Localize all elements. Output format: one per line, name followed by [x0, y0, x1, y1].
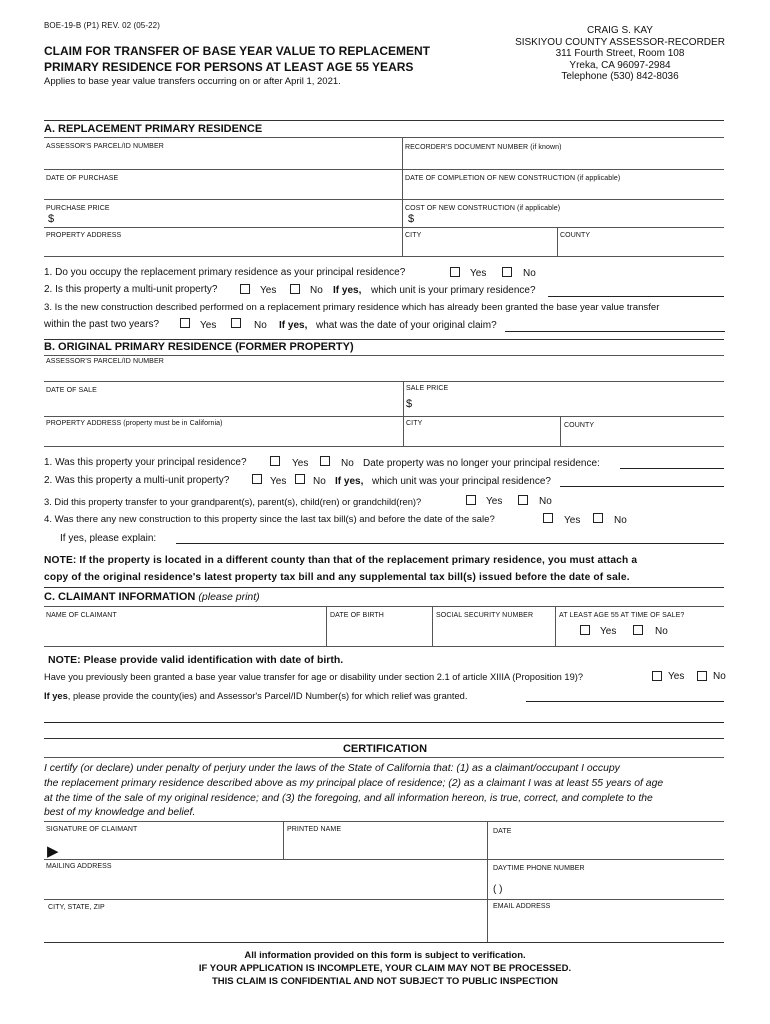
section-c-heading-wrap: [44, 591, 260, 603]
field-label: RECORDER'S DOCUMENT NUMBER (if known): [405, 144, 562, 151]
answer-line: [44, 722, 724, 723]
city-state-zip-input[interactable]: [48, 920, 482, 933]
email-input[interactable]: [493, 920, 721, 933]
question-a2: 2. Is this property a multi-unit property?: [44, 284, 218, 295]
a1-yes-checkbox[interactable]: [450, 267, 460, 277]
ssn-input[interactable]: [436, 626, 551, 639]
completion-date-input[interactable]: [405, 185, 720, 198]
assessor-address2: Yreka, CA 96097-2984: [569, 59, 671, 71]
no-label: No: [713, 671, 726, 682]
yes-label: Yes: [486, 496, 503, 507]
column-divider: [403, 381, 404, 446]
answer-line: [548, 296, 724, 297]
field-label: NAME OF CLAIMANT: [46, 612, 117, 619]
recorder-document-input[interactable]: [405, 154, 720, 167]
field-label: COST OF NEW CONSTRUCTION (if applicable): [405, 205, 561, 212]
certification-line2: the replacement primary residence described above as my principal place of residence; (2) as a claimant I was at least 55 years of age: [44, 778, 664, 789]
dollar-sign: $: [408, 213, 415, 225]
question-a2-followup: which unit is your primary residence?: [371, 285, 536, 296]
divider: [44, 738, 724, 739]
column-divider: [432, 606, 433, 646]
field-label: DATE OF PURCHASE: [46, 175, 119, 182]
field-label: PROPERTY ADDRESS (property must be in California): [46, 420, 223, 427]
a1-no-checkbox[interactable]: [502, 267, 512, 277]
no-label: No: [539, 496, 552, 507]
field-label: SIGNATURE OF CLAIMANT: [46, 826, 138, 833]
section-b-note-line2: copy of the original residence's latest property tax bill and any supplemental tax bill(s) issued before the date of sale.: [44, 572, 630, 583]
field-label: ASSESSOR'S PARCEL/ID NUMBER: [46, 143, 164, 150]
certification-heading: CERTIFICATION: [342, 743, 428, 755]
yes-label: Yes: [260, 285, 277, 296]
explain-label: If yes, please explain:: [60, 533, 157, 544]
no-label: No: [254, 320, 267, 331]
field-label: DAYTIME PHONE NUMBER: [493, 865, 585, 872]
certification-line4: best of my knowledge and belief.: [44, 807, 196, 818]
answer-line: [526, 701, 724, 702]
age55-no-checkbox[interactable]: [633, 625, 643, 635]
divider: [44, 606, 724, 607]
column-divider: [555, 606, 556, 646]
answer-line: [620, 468, 724, 469]
field-label: DATE: [493, 828, 512, 835]
field-label: DATE OF SALE: [46, 387, 97, 394]
divider: [44, 120, 724, 121]
a3-yes-checkbox[interactable]: [180, 318, 190, 328]
field-label: MAILING ADDRESS: [46, 863, 112, 870]
certification-line1: I certify (or declare) under penalty of perjury under the laws of the State of California that: (1) as a claimant/occupant I occupy: [44, 763, 620, 774]
section-c-heading: C. CLAIMANT INFORMATION: [44, 591, 196, 603]
original-address-input[interactable]: [46, 430, 396, 443]
field-label: PROPERTY ADDRESS: [46, 232, 122, 239]
divider: [44, 137, 724, 138]
dollar-sign: $: [406, 398, 413, 410]
purchase-price-input[interactable]: [58, 214, 388, 227]
sale-price-input[interactable]: [416, 399, 716, 412]
field-label: DATE OF COMPLETION OF NEW CONSTRUCTION (if applicable): [405, 175, 621, 182]
b4-explain-input[interactable]: [178, 529, 722, 542]
question-b4: 4. Was there any new construction to this property since the last tax bill(s) and before the date of the sale?: [44, 514, 495, 525]
no-label: No: [310, 285, 323, 296]
sign-here-arrow-icon: ▶: [47, 843, 59, 860]
yes-label: Yes: [600, 626, 617, 637]
column-divider: [560, 416, 561, 446]
previous-followup-wrap: [44, 691, 467, 701]
field-label: SALE PRICE: [406, 385, 449, 392]
if-yes-label: If yes,: [335, 476, 364, 487]
phone-area-code: ( ): [493, 884, 503, 895]
no-label: No: [313, 476, 326, 487]
footer-line2: IF YOUR APPLICATION IS INCOMPLETE, YOUR CLAIM MAY NOT BE PROCESSED.: [198, 963, 572, 974]
daytime-phone-input[interactable]: [545, 883, 721, 896]
section-a-heading: A. REPLACEMENT PRIMARY RESIDENCE: [44, 123, 263, 135]
dollar-sign: $: [48, 213, 55, 225]
purchase-date-input[interactable]: [46, 185, 396, 198]
replacement-parcel-input[interactable]: [46, 154, 396, 167]
b2-yes-checkbox[interactable]: [252, 474, 262, 484]
column-divider: [487, 821, 488, 942]
certification-line3: at the time of the sale of my original residence; and (3) the foregoing, and all information hereon, is true, correct, and complete to the: [44, 793, 653, 804]
b1-no-checkbox[interactable]: [320, 456, 330, 466]
form-id: BOE-19-B (P1) REV. 02 (05-22): [44, 21, 160, 30]
a3-no-checkbox[interactable]: [231, 318, 241, 328]
printed-name-input[interactable]: [287, 841, 483, 854]
previous-relief-input-2[interactable]: [46, 707, 722, 720]
answer-line: [176, 543, 724, 544]
divider: [44, 169, 724, 170]
divider: [44, 757, 724, 758]
date-of-birth-input[interactable]: [330, 626, 428, 639]
original-parcel-input[interactable]: [46, 367, 716, 380]
question-a1: 1. Do you occupy the replacement primary residence as your principal residence?: [44, 267, 406, 278]
b2-unit-input[interactable]: [562, 472, 722, 485]
question-b1-followup: Date property was no longer your principal residence:: [363, 458, 600, 469]
divider: [44, 199, 724, 200]
form-title-line1: CLAIM FOR TRANSFER OF BASE YEAR VALUE TO REPLACEMENT: [44, 44, 431, 58]
no-label: No: [655, 626, 668, 637]
previous-no-checkbox[interactable]: [697, 671, 707, 681]
original-county-input[interactable]: [564, 431, 720, 444]
replacement-county-input[interactable]: [560, 241, 720, 254]
original-city-input[interactable]: [406, 430, 556, 443]
form-subtitle: Applies to base year value transfers occurring on or after April 1, 2021.: [44, 76, 341, 87]
divider: [44, 446, 724, 447]
previous-relief-input[interactable]: [528, 687, 722, 700]
if-yes-label: If yes,: [279, 320, 308, 331]
a2-unit-input[interactable]: [550, 282, 722, 295]
field-label: CITY: [406, 420, 423, 427]
footer-line1: All information provided on this form is subject to verification.: [244, 950, 526, 961]
field-label: AT LEAST AGE 55 AT TIME OF SALE?: [559, 612, 685, 619]
a2-no-checkbox[interactable]: [290, 284, 300, 294]
yes-label: Yes: [292, 458, 309, 469]
section-b-heading: B. ORIGINAL PRIMARY RESIDENCE (FORMER PROPERTY): [44, 341, 354, 353]
yes-label: Yes: [200, 320, 217, 331]
sale-date-input[interactable]: [46, 398, 396, 411]
question-b2-followup: which unit was your principal residence?: [372, 476, 551, 487]
assessor-phone: Telephone (530) 842-8036: [561, 71, 679, 82]
replacement-address-input[interactable]: [46, 241, 396, 254]
b1-yes-checkbox[interactable]: [270, 456, 280, 466]
section-c-heading-note: (please print): [198, 591, 260, 603]
field-label: COUNTY: [564, 422, 595, 429]
b3-no-checkbox[interactable]: [518, 495, 528, 505]
section-b-note-line1: NOTE: If the property is located in a different county than that of the replacement primary residence, you must attach a: [44, 555, 638, 566]
assessor-address1: 311 Fourth Street, Room 108: [555, 48, 685, 59]
b3-yes-checkbox[interactable]: [466, 495, 476, 505]
question-b3: 3. Did this property transfer to your grandparent(s), parent(s), child(ren) or grandchild(ren)?: [44, 496, 422, 507]
question-b1: 1. Was this property your principal residence?: [44, 457, 247, 468]
field-label: PRINTED NAME: [287, 826, 342, 833]
field-label: ASSESSOR'S PARCEL/ID NUMBER: [46, 358, 164, 365]
divider: [44, 942, 724, 943]
field-label: CITY: [405, 232, 422, 239]
field-label: CITY, STATE, ZIP: [48, 904, 105, 911]
section-c-note: NOTE: Please provide valid identification with date of birth.: [48, 654, 344, 666]
assessor-office: SISKIYOU COUNTY ASSESSOR-RECORDER: [515, 36, 725, 48]
question-a3-line2: within the past two years?: [44, 319, 160, 330]
answer-line: [505, 331, 725, 332]
no-label: No: [523, 268, 536, 279]
mailing-address-input[interactable]: [46, 876, 482, 889]
divider: [44, 381, 724, 382]
field-label: DATE OF BIRTH: [330, 612, 384, 619]
question-a3-followup: what was the date of your original claim?: [316, 320, 497, 331]
a2-yes-checkbox[interactable]: [240, 284, 250, 294]
no-label: No: [614, 515, 627, 526]
construction-cost-input[interactable]: [418, 214, 718, 227]
field-label: COUNTY: [560, 232, 591, 239]
previous-transfer-question: Have you previously been granted a base year value transfer for age or disability under section 2.1 of article XIIIA (Proposition 19)?: [44, 672, 584, 682]
divider: [44, 587, 724, 588]
divider: [44, 859, 724, 860]
previous-followup-text: , please provide the county(ies) and Assessor's Parcel/ID Number(s) for which relief was granted.: [67, 691, 468, 701]
assessor-name: CRAIG S. KAY: [587, 25, 653, 36]
b4-no-checkbox[interactable]: [593, 513, 603, 523]
a3-original-claim-date-input[interactable]: [507, 317, 723, 330]
field-label: PURCHASE PRICE: [46, 205, 110, 212]
answer-line: [560, 486, 724, 487]
divider: [44, 646, 724, 647]
previous-yes-checkbox[interactable]: [652, 671, 662, 681]
column-divider: [402, 137, 403, 256]
column-divider: [326, 606, 327, 646]
column-divider: [557, 227, 558, 256]
yes-label: Yes: [270, 476, 287, 487]
assessor-block: [500, 25, 740, 83]
replacement-city-input[interactable]: [405, 241, 553, 254]
field-label: EMAIL ADDRESS: [493, 903, 551, 910]
b1-date-input[interactable]: [622, 454, 722, 467]
b2-no-checkbox[interactable]: [295, 474, 305, 484]
if-yes-label: If yes,: [333, 285, 362, 296]
yes-label: Yes: [470, 268, 487, 279]
signature-date-input[interactable]: [493, 841, 721, 854]
question-a3-line1: 3. Is the new construction described performed on a replacement primary residence which has already been granted the base year value transfer: [44, 302, 660, 313]
footer-line3: THIS CLAIM IS CONFIDENTIAL AND NOT SUBJECT TO PUBLIC INSPECTION: [211, 976, 559, 987]
b4-yes-checkbox[interactable]: [543, 513, 553, 523]
divider: [44, 416, 724, 417]
form-title-line2: PRIMARY RESIDENCE FOR PERSONS AT LEAST AGE 55 YEARS: [44, 60, 414, 74]
field-label: SOCIAL SECURITY NUMBER: [436, 612, 534, 619]
no-label: No: [341, 458, 354, 469]
yes-label: Yes: [564, 515, 581, 526]
column-divider: [283, 821, 284, 859]
question-b2: 2. Was this property a multi-unit property?: [44, 475, 230, 486]
divider: [44, 821, 724, 822]
claimant-name-input[interactable]: [46, 626, 321, 639]
divider: [44, 355, 724, 356]
if-yes-label: If yes: [44, 691, 68, 701]
divider: [44, 899, 724, 900]
age55-yes-checkbox[interactable]: [580, 625, 590, 635]
yes-label: Yes: [668, 671, 685, 682]
signature-input[interactable]: [64, 843, 278, 856]
divider: [44, 339, 724, 340]
divider: [44, 256, 724, 257]
divider: [44, 227, 724, 228]
